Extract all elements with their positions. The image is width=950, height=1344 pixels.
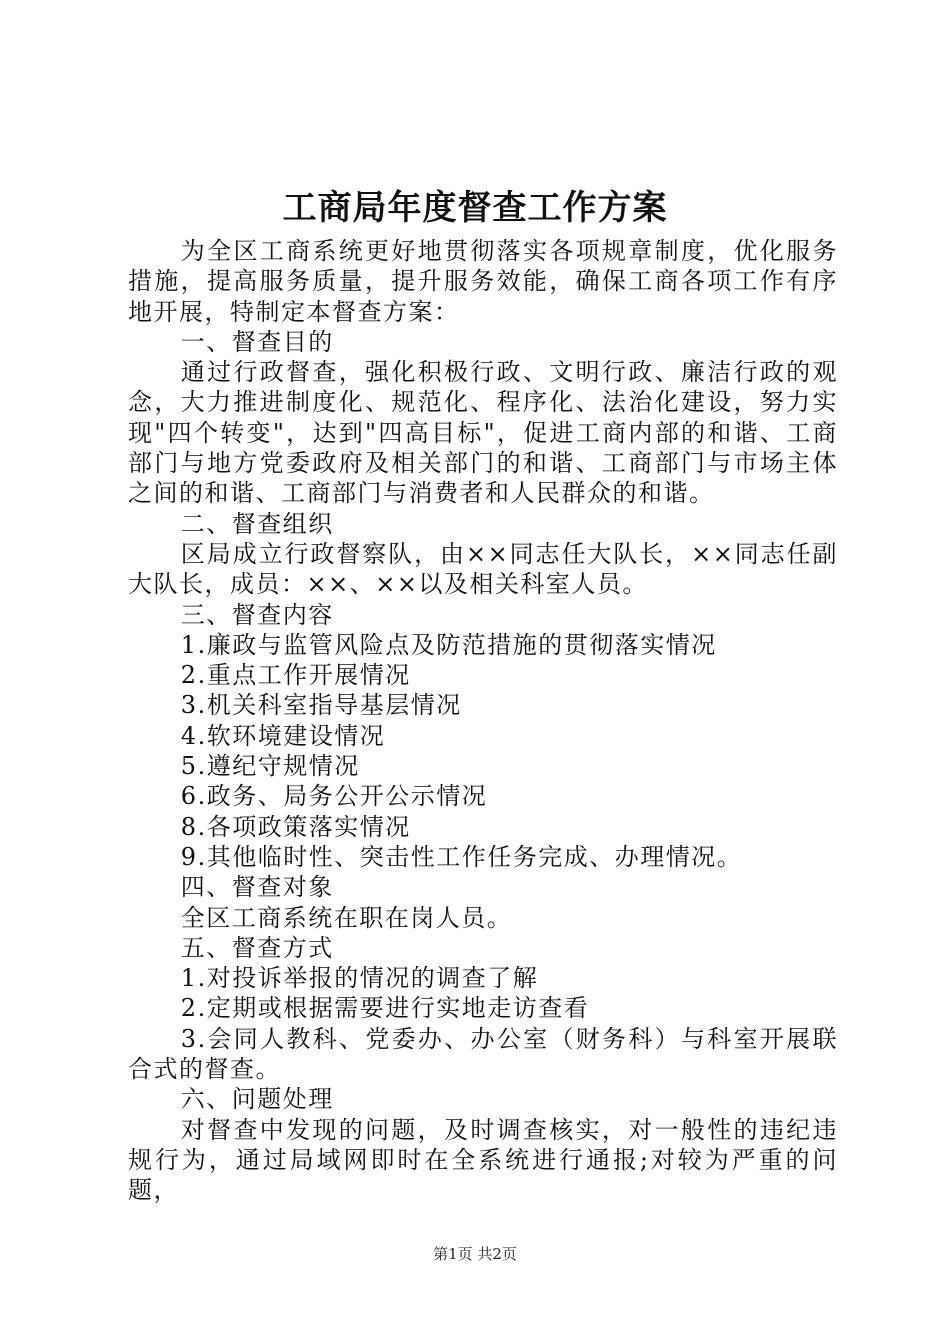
section-heading: 二、督查组织 (180, 509, 334, 538)
list-item: 5.遵纪守规情况 (180, 752, 360, 781)
section-heading: 一、督查目的 (180, 327, 334, 356)
list-item: 4.软环境建设情况 (180, 721, 386, 750)
section-heading: 三、督查内容 (180, 600, 334, 629)
paragraph: 为全区工商系统更好地贯彻落实各项规章制度，优化服务措施，提高服务质量，提升服务效能，确保工商各项工作有序地开展，特制定本督查方案： (128, 237, 838, 326)
list-item: 3.会同人教科、党委办、办公室（财务科）与科室开展联合式的督查。 (128, 1024, 838, 1084)
paragraph: 全区工商系统在职在岗人员。 (180, 903, 513, 932)
paragraph: 对督查中发现的问题，及时调查核实，对一般性的违纪违规行为，通过局域网即时在全系统进行通报;对较为严重的问题， (128, 1115, 838, 1205)
list-item: 6.政务、局务公开公示情况 (180, 782, 488, 811)
paragraph: 区局成立行政督察队，由××同志任大队长，××同志任副大队长，成员：××、××以及相关科室人员。 (128, 539, 838, 599)
list-item: 9.其他临时性、突击性工作任务完成、办理情况。 (180, 842, 743, 871)
section-heading: 六、问题处理 (180, 1085, 334, 1114)
section-heading: 五、督查方式 (180, 933, 334, 962)
list-item: 8.各项政策落实情况 (180, 812, 411, 841)
page-footer: 第1页 共2页 (433, 1245, 517, 1263)
document-title: 工商局年度督查工作方案 (282, 188, 668, 228)
list-item: 2.重点工作开展情况 (180, 661, 411, 690)
list-item: 1.廉政与监管风险点及防范措施的贯彻落实情况 (180, 630, 717, 659)
document-body (128, 236, 838, 1206)
list-item: 3.机关科室指导基层情况 (180, 691, 462, 720)
list-item: 2.定期或根据需要进行实地走访查看 (180, 994, 590, 1023)
paragraph: 通过行政督查，强化积极行政、文明行政、廉洁行政的观念，大力推进制度化、规范化、程序化、法治化建设，努力实现"四个转变"，达到"四高目标"，促进工商内部的和谐、工商部门与地方党委政府及相关部门的和谐、工商部门与市场主体之间的和谐、工商部门与消费者和人民群众的和谐。 (128, 358, 838, 508)
list-item: 1.对投诉举报的情况的调查了解 (180, 964, 539, 993)
section-heading: 四、督查对象 (180, 873, 334, 902)
